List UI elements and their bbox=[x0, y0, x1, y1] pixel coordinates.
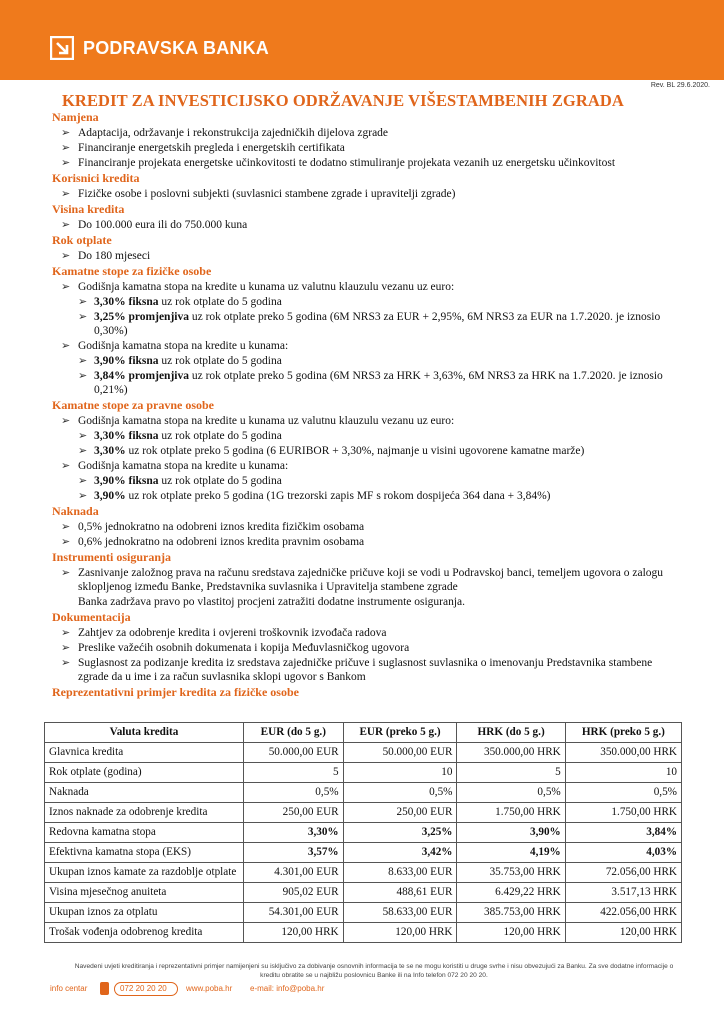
arrow-bullet-icon: ➢ bbox=[61, 521, 71, 533]
table-cell: 5 bbox=[244, 763, 344, 783]
arrow-bullet-icon: ➢ bbox=[61, 460, 71, 472]
arrow-bullet-icon: ➢ bbox=[61, 127, 71, 139]
row-label: Visina mjesečnog anuiteta bbox=[45, 883, 244, 903]
table-row bbox=[45, 823, 682, 843]
email-link[interactable]: e-mail: info@poba.hr bbox=[250, 984, 325, 993]
table-cell: 3,30% bbox=[244, 823, 344, 843]
table-cell: 50.000,00 EUR bbox=[343, 743, 457, 763]
section-heading: Reprezentativni primjer kredita za fizičke osobe bbox=[52, 685, 299, 699]
arrow-bullet-icon: ➢ bbox=[61, 250, 71, 262]
arrow-bullet-icon: ➢ bbox=[61, 219, 71, 231]
arrow-bullet-icon: ➢ bbox=[78, 370, 88, 382]
table-cell: 54.301,00 EUR bbox=[244, 903, 344, 923]
arrow-bullet-icon: ➢ bbox=[61, 142, 71, 154]
list-item: ➢ Do 180 mjeseci bbox=[61, 250, 151, 262]
list-item: ➢ Godišnja kamatna stopa na kredite u kunama uz valutnu klauzulu vezanu uz euro: bbox=[61, 281, 455, 293]
row-label: Iznos naknade za odobrenje kredita bbox=[45, 803, 244, 823]
section-heading: Instrumenti osiguranja bbox=[52, 550, 172, 564]
table-cell: 10 bbox=[565, 763, 681, 783]
table-cell: 1.750,00 HRK bbox=[457, 803, 565, 823]
podravska-logo-icon bbox=[50, 36, 74, 60]
table-cell: 6.429,22 HRK bbox=[457, 883, 565, 903]
arrow-bullet-icon: ➢ bbox=[61, 627, 71, 639]
arrow-bullet-icon: ➢ bbox=[61, 642, 71, 654]
table-cell: 72.056,00 HRK bbox=[565, 863, 681, 883]
table-cell: 3.517,13 HRK bbox=[565, 883, 681, 903]
arrow-bullet-icon: ➢ bbox=[61, 340, 71, 352]
list-item: ➢ 3,90% uz rok otplate preko 5 godina (1G trezorski zapis MF s rokom dospijeća 364 dana + 3,84%) bbox=[78, 490, 551, 502]
table-row bbox=[45, 783, 682, 803]
table-cell: 350.000,00 HRK bbox=[457, 743, 565, 763]
list-item: ➢ Godišnja kamatna stopa na kredite u kunama: bbox=[61, 460, 289, 472]
phone-number[interactable]: 072 20 20 20 bbox=[120, 984, 167, 993]
table-header: EUR (preko 5 g.) bbox=[343, 723, 457, 743]
table-cell: 488,61 EUR bbox=[343, 883, 457, 903]
revision-label: Rev. BL 29.6.2020. bbox=[650, 82, 710, 89]
arrow-bullet-icon: ➢ bbox=[78, 355, 88, 367]
section-heading: Visina kredita bbox=[52, 202, 125, 216]
table-cell: 5 bbox=[457, 763, 565, 783]
section-heading: Naknada bbox=[52, 504, 99, 518]
table-cell: 120,00 HRK bbox=[343, 923, 457, 943]
table-cell: 250,00 EUR bbox=[244, 803, 344, 823]
table-cell: 50.000,00 EUR bbox=[244, 743, 344, 763]
table-cell: 58.633,00 EUR bbox=[343, 903, 457, 923]
table-cell: 120,00 HRK bbox=[565, 923, 681, 943]
table-row bbox=[45, 923, 682, 943]
row-label: Glavnica kredita bbox=[45, 743, 244, 763]
list-item: ➢ Do 100.000 eura ili do 750.000 kuna bbox=[61, 219, 248, 231]
list-item: ➢ Adaptacija, održavanje i rekonstrukcija zajedničkih dijelova zgrade bbox=[61, 127, 389, 139]
phone-icon bbox=[100, 982, 109, 995]
table-cell: 3,42% bbox=[343, 843, 457, 863]
list-item: ➢ 3,30% fiksna uz rok otplate do 5 godina bbox=[78, 296, 282, 308]
table-cell: 10 bbox=[343, 763, 457, 783]
section-heading: Namjena bbox=[52, 110, 99, 124]
arrow-bullet-icon: ➢ bbox=[78, 311, 88, 323]
row-label: Ukupan iznos kamate za razdoblje otplate bbox=[45, 863, 244, 883]
row-label: Naknada bbox=[45, 783, 244, 803]
arrow-bullet-icon: ➢ bbox=[61, 188, 71, 200]
table-cell: 1.750,00 HRK bbox=[565, 803, 681, 823]
table-cell: 4,03% bbox=[565, 843, 681, 863]
list-item: ➢ Godišnja kamatna stopa na kredite u kunama uz valutnu klauzulu vezanu uz euro: bbox=[61, 415, 455, 427]
table-cell: 350.000,00 HRK bbox=[565, 743, 681, 763]
list-item: ➢ Financiranje projekata energetske učinkovitosti te dodatno stimuliranje projekata vezanih uz energetsku učinkovitost bbox=[61, 157, 616, 169]
list-item: ➢ 3,90% fiksna uz rok otplate do 5 godina bbox=[78, 475, 282, 487]
arrow-bullet-icon: ➢ bbox=[78, 475, 88, 487]
table-header: Valuta kredita bbox=[45, 723, 244, 743]
website-link[interactable]: www.poba.hr bbox=[186, 984, 233, 993]
table-row bbox=[45, 903, 682, 923]
table-cell: 422.056,00 HRK bbox=[565, 903, 681, 923]
arrow-bullet-icon: ➢ bbox=[78, 445, 88, 457]
arrow-bullet-icon: ➢ bbox=[61, 415, 71, 427]
list-item: ➢ Suglasnost za podizanje kredita iz sredstava zajedničke pričuve i suglasnost suvlasnika o imenovanju Predstavnika stambene zgrade da u ime i za račun suvlasnika sklopi ugovor s Bankom bbox=[61, 657, 653, 683]
table-row bbox=[45, 843, 682, 863]
page-title: KREDIT ZA INVESTICIJSKO ODRŽAVANJE VIŠESTAMBENIH ZGRADA bbox=[62, 91, 624, 110]
table-cell: 4,19% bbox=[457, 843, 565, 863]
list-item: ➢ Zahtjev za odobrenje kredita i ovjereni troškovnik izvođača radova bbox=[61, 627, 387, 639]
row-label: Ukupan iznos za otplatu bbox=[45, 903, 244, 923]
section-heading: Kamatne stope za fizičke osobe bbox=[52, 264, 212, 278]
list-item: ➢ 3,25% promjenjiva uz rok otplate preko 5 godina (6M NRS3 za EUR + 2,95%, 6M NRS3 za EUR na 1.7.2020. je iznosio 0,30%) bbox=[78, 311, 661, 337]
list-item: ➢ Zasnivanje založnog prava na računu sredstava zajedničke pričuve koji se vodi u Podravskoj banci, temeljem ugovora o zalogu sklopljenog između Banke, Predstavnika suvlasnika i Upravitelja stambene zgrade bbox=[61, 567, 664, 593]
arrow-bullet-icon: ➢ bbox=[78, 490, 88, 502]
brand-name: PODRAVSKA BANKA bbox=[83, 38, 270, 58]
header-bar bbox=[0, 0, 724, 80]
table-cell: 250,00 EUR bbox=[343, 803, 457, 823]
row-label: Rok otplate (godina) bbox=[45, 763, 244, 783]
section-heading: Korisnici kredita bbox=[52, 171, 140, 185]
table-cell: 385.753,00 HRK bbox=[457, 903, 565, 923]
list-item: ➢ 3,84% promjenjiva uz rok otplate preko 5 godina (6M NRS3 za HRK + 3,63%, 6M NRS3 za HRK na 1.7.2020. je iznosio 0,21%) bbox=[78, 370, 663, 396]
list-item: ➢ 0,6% jednokratno na odobreni iznos kredita pravnim osobama bbox=[61, 536, 365, 548]
table-header: HRK (preko 5 g.) bbox=[565, 723, 681, 743]
list-item: ➢ Godišnja kamatna stopa na kredite u kunama: bbox=[61, 340, 289, 352]
table-cell: 3,25% bbox=[343, 823, 457, 843]
arrow-bullet-icon: ➢ bbox=[61, 157, 71, 169]
list-item: ➢ 3,30% uz rok otplate preko 5 godina (6 EURIBOR + 3,30%, najmanje u visini ugovorene kamatne marže) bbox=[78, 445, 585, 457]
table-cell: 0,5% bbox=[457, 783, 565, 803]
table-cell: 35.753,00 HRK bbox=[457, 863, 565, 883]
table-cell: 905,02 EUR bbox=[244, 883, 344, 903]
arrow-bullet-icon: ➢ bbox=[61, 281, 71, 293]
table-header: EUR (do 5 g.) bbox=[244, 723, 344, 743]
note-text: Banka zadržava pravo po vlastitoj procjeni zatražiti dodatne instrumente osiguranja. bbox=[78, 596, 466, 608]
disclaimer-text: Navedeni uvjeti kreditiranja i reprezentativni primjer namijenjeni su isključivo za dobivanje osnovnih informacija te se ne mogu koristiti u druge svrhe i nisu obvezujući za Banku. Za sve dodatne informacije o kreditu obratite se u najbližu poslovnicu Banke ili na Info telefon 072 20 20 20. bbox=[74, 963, 674, 979]
table-row bbox=[45, 743, 682, 763]
arrow-bullet-icon: ➢ bbox=[61, 567, 71, 579]
row-label: Trošak vođenja odobrenog kredita bbox=[45, 923, 244, 943]
row-label: Redovna kamatna stopa bbox=[45, 823, 244, 843]
table-cell: 120,00 HRK bbox=[457, 923, 565, 943]
table-cell: 3,57% bbox=[244, 843, 344, 863]
list-item: ➢ Financiranje energetskih pregleda i energetskih certifikata bbox=[61, 142, 345, 154]
table-row bbox=[45, 883, 682, 903]
info-centar-label: info centar bbox=[50, 984, 88, 993]
section-heading: Dokumentacija bbox=[52, 610, 131, 624]
list-item: ➢ Preslike važećih osobnih dokumenata i kopija Međuvlasničkog ugovora bbox=[61, 642, 410, 654]
row-label: Efektivna kamatna stopa (EKS) bbox=[45, 843, 244, 863]
table-cell: 4.301,00 EUR bbox=[244, 863, 344, 883]
list-item: ➢ 3,90% fiksna uz rok otplate do 5 godina bbox=[78, 355, 282, 367]
arrow-bullet-icon: ➢ bbox=[61, 536, 71, 548]
document-body bbox=[52, 110, 682, 700]
table-cell: 120,00 HRK bbox=[244, 923, 344, 943]
table-cell: 8.633,00 EUR bbox=[343, 863, 457, 883]
table-row bbox=[45, 803, 682, 823]
table-cell: 0,5% bbox=[244, 783, 344, 803]
table-header: HRK (do 5 g.) bbox=[457, 723, 565, 743]
table-row bbox=[45, 863, 682, 883]
section-heading: Rok otplate bbox=[52, 233, 112, 247]
section-heading: Kamatne stope za pravne osobe bbox=[52, 398, 214, 412]
list-item: ➢ 3,30% fiksna uz rok otplate do 5 godina bbox=[78, 430, 282, 442]
example-table bbox=[44, 722, 682, 943]
list-item: ➢ 0,5% jednokratno na odobreni iznos kredita fizičkim osobama bbox=[61, 521, 365, 533]
arrow-bullet-icon: ➢ bbox=[78, 296, 88, 308]
table-cell: 0,5% bbox=[343, 783, 457, 803]
table-row bbox=[45, 763, 682, 783]
table-cell: 3,90% bbox=[457, 823, 565, 843]
arrow-bullet-icon: ➢ bbox=[78, 430, 88, 442]
table-cell: 0,5% bbox=[565, 783, 681, 803]
list-item: ➢ Fizičke osobe i poslovni subjekti (suvlasnici stambene zgrade i upravitelji zgrade) bbox=[61, 188, 456, 200]
arrow-bullet-icon: ➢ bbox=[61, 657, 71, 669]
table-cell: 3,84% bbox=[565, 823, 681, 843]
table-header-row bbox=[45, 723, 682, 743]
